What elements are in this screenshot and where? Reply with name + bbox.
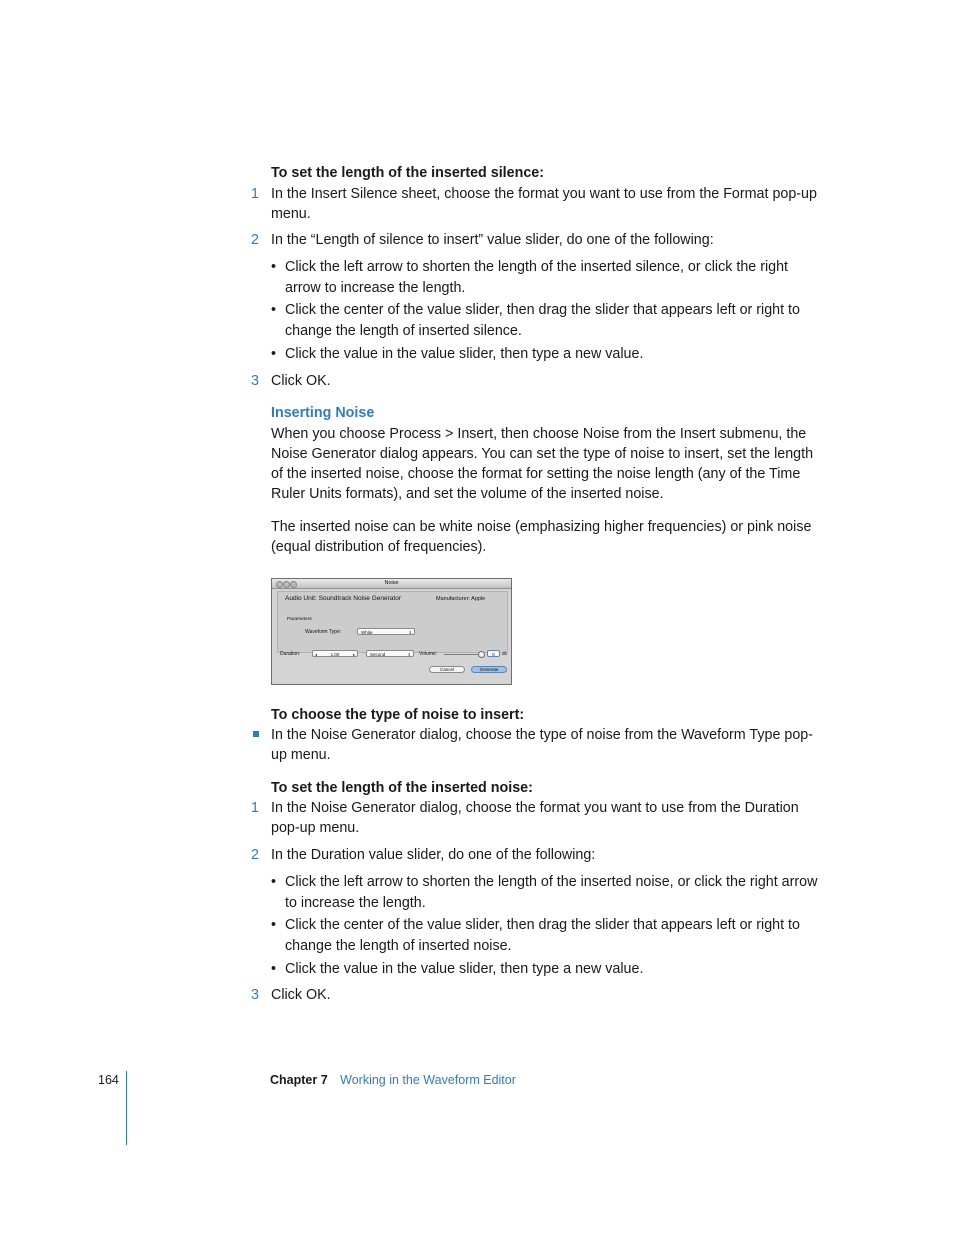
footer-rule <box>126 1071 127 1145</box>
cancel-button[interactable]: Cancel <box>429 666 465 673</box>
step-number: 3 <box>251 373 259 389</box>
step-text: In the Insert Silence sheet, choose the format you want to use from the Format pop-up menu. <box>271 186 817 222</box>
square-bullet-icon <box>253 731 259 737</box>
waveform-type-value: White <box>361 630 373 635</box>
bullet: • <box>271 961 277 977</box>
noise-paragraph: The inserted noise can be white noise (emphasizing higher frequencies) or pink noise (equal distribution of frequencies). <box>271 519 812 555</box>
bullet: • <box>271 874 277 890</box>
bullet: • <box>271 346 277 362</box>
dialog-panel <box>277 591 508 653</box>
step-number: 1 <box>251 186 259 202</box>
audio-unit-label: Audio Unit: Soundtrack Noise Generator <box>285 595 401 602</box>
step-text: Click OK. <box>271 987 331 1003</box>
dialog-title: Noise <box>384 580 399 586</box>
left-arrow-icon[interactable]: ◂ <box>315 652 318 657</box>
step-text: In the “Length of silence to insert” value slider, do one of the following: <box>271 232 714 248</box>
volume-label: Volume: <box>419 651 438 657</box>
volume-value: 0 <box>492 652 495 657</box>
step-text: In the Duration value slider, do one of the following: <box>271 847 596 863</box>
bullet-text: Click the value in the value slider, then type a new value. <box>285 346 644 362</box>
volume-field[interactable] <box>487 650 500 657</box>
popup-arrows-icon: ⇕ <box>408 630 412 635</box>
duration-format-value: Second <box>370 652 386 657</box>
bullet-text: Click the value in the value slider, then type a new value. <box>285 961 644 977</box>
volume-slider-knob[interactable] <box>478 651 485 658</box>
bullet-text: Click the left arrow to shorten the length of the inserted silence, or click the right arrow to increase the length. <box>285 259 789 296</box>
waveform-type-label: Waveform Type: <box>305 629 342 635</box>
manufacturer-label: Manufacturer: Apple <box>436 596 486 602</box>
type-heading: To choose the type of noise to insert: <box>271 707 525 723</box>
popup-arrows-icon: ⇕ <box>407 652 411 657</box>
bullet-text: Click the center of the value slider, then drag the slider that appears left or right to change the length of inserted noise. <box>285 917 800 954</box>
bullet-text: Click the left arrow to shorten the length of the inserted noise, or click the right arrow to increase the length. <box>285 874 818 911</box>
step-text: Click OK. <box>271 373 331 389</box>
duration-label: Duration: <box>280 651 301 657</box>
bullet: • <box>271 917 277 933</box>
bullet: • <box>271 259 277 275</box>
duration-value: 1.00 <box>330 652 340 657</box>
volume-unit: db <box>502 651 508 656</box>
bullet: • <box>271 302 277 318</box>
generate-button[interactable]: Generate <box>471 666 507 673</box>
step-number: 1 <box>251 800 259 816</box>
right-arrow-icon[interactable]: ▸ <box>352 652 355 657</box>
noise-length-heading: To set the length of the inserted noise: <box>271 780 533 796</box>
silence-heading: To set the length of the inserted silence: <box>271 165 545 181</box>
page-number: 164 <box>98 1073 119 1087</box>
chapter-label: Chapter 7 <box>270 1073 328 1087</box>
duration-format-popup[interactable] <box>366 650 414 657</box>
section-title: Inserting Noise <box>271 405 375 421</box>
noise-generator-dialog <box>271 578 512 685</box>
step-number: 2 <box>251 232 259 248</box>
chapter-title-link[interactable]: Working in the Waveform Editor <box>340 1073 516 1087</box>
bullet-text: Click the center of the value slider, then drag the slider that appears left or right to change the length of inserted silence. <box>285 302 800 339</box>
step-text: In the Noise Generator dialog, choose the type of noise from the Waveform Type pop-up menu. <box>271 727 813 763</box>
parameters-label: Parameters <box>287 617 312 622</box>
step-text: In the Noise Generator dialog, choose the format you want to use from the Duration pop-up menu. <box>271 800 799 836</box>
footer-chapter <box>270 1071 516 1089</box>
step-number: 3 <box>251 987 259 1003</box>
waveform-type-popup[interactable] <box>357 628 415 635</box>
dialog-titlebar <box>272 579 511 589</box>
step-number: 2 <box>251 847 259 863</box>
noise-paragraph: When you choose Process > Insert, then choose Noise from the Insert submenu, the Noise Generator dialog appears. You can set the type of noise to insert, set the length of the inserted noise, choose the format for setting the noise length (any of the Time Ruler Units formats), and set the volume of the inserted noise. <box>271 426 814 502</box>
duration-value-slider[interactable] <box>312 650 358 657</box>
